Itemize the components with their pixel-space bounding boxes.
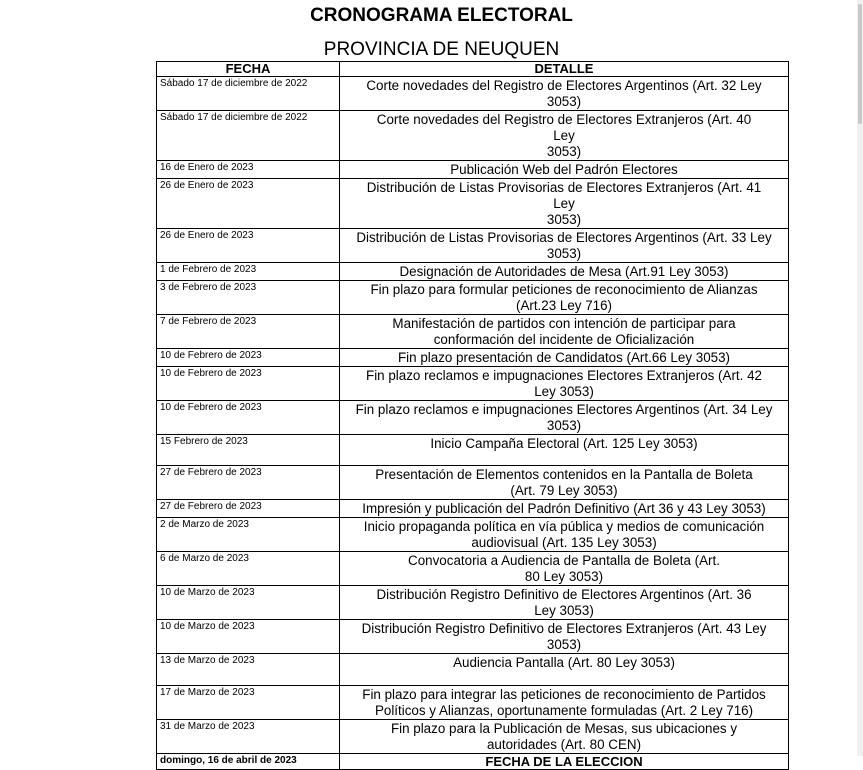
row-detail xyxy=(340,111,789,161)
row-detail-line: (Art. 79 Ley 3053) xyxy=(510,483,618,498)
row-detail-line: 3053) xyxy=(546,246,582,261)
table-row xyxy=(157,111,789,161)
table-row xyxy=(157,720,789,754)
row-detail-line: Fin plazo presentación de Candidatos (Art.66 Ley 3053) xyxy=(398,350,730,365)
row-detail xyxy=(340,518,789,552)
row-date: 1 de Febrero de 2023 xyxy=(157,263,340,281)
row-detail-line: Inicio propaganda política en vía pública y medios de comunicación xyxy=(363,519,765,534)
row-detail xyxy=(340,500,789,518)
row-detail xyxy=(340,229,789,263)
schedule-table xyxy=(156,61,789,770)
row-date: 27 de Febrero de 2023 xyxy=(157,466,340,500)
row-detail xyxy=(340,586,789,620)
table-row xyxy=(157,552,789,586)
row-detail-line: Corte novedades del Registro de Electores Extranjeros (Art. 40 xyxy=(376,112,752,127)
table-row xyxy=(157,466,789,500)
table-row xyxy=(157,367,789,401)
table-row xyxy=(157,500,789,518)
schedule-body xyxy=(157,77,789,770)
row-detail-line: FECHA DE LA ELECCION xyxy=(485,754,643,769)
row-detail-line: Fin plazo para formular peticiones de reconocimiento de Alianzas xyxy=(370,282,758,297)
row-detail-line: 3053) xyxy=(546,418,582,433)
row-date: 10 de Marzo de 2023 xyxy=(157,586,340,620)
row-detail-line: Publicación Web del Padrón Electores xyxy=(450,162,678,177)
table-row xyxy=(157,161,789,179)
row-detail xyxy=(340,401,789,435)
row-detail xyxy=(340,281,789,315)
row-detail-line: Ley xyxy=(553,128,575,143)
row-date: 26 de Enero de 2023 xyxy=(157,179,340,229)
row-detail xyxy=(340,552,789,586)
row-detail xyxy=(340,367,789,401)
row-detail-line: Políticos y Alianzas, oportunamente formuladas (Art. 2 Ley 716) xyxy=(374,703,754,718)
table-row xyxy=(157,518,789,552)
row-detail xyxy=(340,686,789,720)
row-detail-line: Distribución Registro Definitivo de Electores Argentinos (Art. 36 xyxy=(376,587,752,602)
row-detail-line: Fin plazo para integrar las peticiones de reconocimiento de Partidos xyxy=(362,687,766,702)
row-date: 3 de Febrero de 2023 xyxy=(157,281,340,315)
row-detail-line: Convocatoria a Audiencia de Pantalla de Boleta (Art. xyxy=(408,553,720,568)
scrollbar-thumb[interactable] xyxy=(858,4,862,124)
table-row xyxy=(157,229,789,263)
row-detail xyxy=(340,654,789,686)
row-date: 6 de Marzo de 2023 xyxy=(157,552,340,586)
row-date: 10 de Febrero de 2023 xyxy=(157,401,340,435)
row-date: 10 de Febrero de 2023 xyxy=(157,367,340,401)
row-detail-line: 80 Ley 3053) xyxy=(524,569,604,584)
row-detail xyxy=(340,315,789,349)
row-detail-line: Distribución Registro Definitivo de Electores Extranjeros (Art. 43 Ley xyxy=(361,621,767,636)
row-detail-line: Ley 3053) xyxy=(534,384,594,399)
row-detail-line: Impresión y publicación del Padrón Definitivo (Art 36 y 43 Ley 3053) xyxy=(362,501,766,516)
document-title: CRONOGRAMA ELECTORAL xyxy=(310,5,573,26)
row-detail-line: 3053) xyxy=(546,637,582,652)
table-row xyxy=(157,586,789,620)
table-row xyxy=(157,654,789,686)
row-detail-line: Ley xyxy=(553,196,575,211)
row-detail xyxy=(340,263,789,281)
row-date: 13 de Marzo de 2023 xyxy=(157,654,340,686)
table-row xyxy=(157,620,789,654)
row-date: 2 de Marzo de 2023 xyxy=(157,518,340,552)
table-header-row xyxy=(157,62,789,77)
header-date: FECHA xyxy=(157,62,340,77)
row-detail-line: Fin plazo reclamos e impugnaciones Electores Argentinos (Art. 34 Ley xyxy=(355,402,773,417)
row-detail-line: Distribución de Listas Provisorias de Electores Extranjeros (Art. 41 xyxy=(366,180,762,195)
row-detail xyxy=(340,466,789,500)
table-row xyxy=(157,281,789,315)
vertical-scrollbar[interactable] xyxy=(857,0,863,756)
row-detail-line: Presentación de Elementos contenidos en la Pantalla de Boleta xyxy=(375,467,753,482)
row-date: domingo, 16 de abril de 2023 xyxy=(157,754,340,770)
row-detail-line: Ley 3053) xyxy=(534,603,594,618)
row-detail-line: autoridades (Art. 80 CEN) xyxy=(486,737,642,752)
row-detail-line: Manifestación de partidos con intención de participar para xyxy=(392,316,736,331)
row-detail xyxy=(340,179,789,229)
row-date: 27 de Febrero de 2023 xyxy=(157,500,340,518)
row-detail-line: Corte novedades del Registro de Electores Argentinos (Art. 32 Ley xyxy=(366,78,762,93)
row-detail-line: Inicio Campaña Electoral (Art. 125 Ley 3053) xyxy=(430,436,698,451)
row-date: Sábado 17 de diciembre de 2022 xyxy=(157,77,340,111)
row-date: 26 de Enero de 2023 xyxy=(157,229,340,263)
table-row xyxy=(157,179,789,229)
row-detail-line: Designación de Autoridades de Mesa (Art.91 Ley 3053) xyxy=(399,264,729,279)
row-detail-line: 3053) xyxy=(546,212,582,227)
row-detail-line: 3053) xyxy=(546,144,582,159)
row-detail xyxy=(340,720,789,754)
table-row xyxy=(157,401,789,435)
row-detail xyxy=(340,349,789,367)
row-detail-line: Audiencia Pantalla (Art. 80 Ley 3053) xyxy=(453,655,675,670)
row-detail-line: (Art.23 Ley 716) xyxy=(515,298,613,313)
row-date: Sábado 17 de diciembre de 2022 xyxy=(157,111,340,161)
row-detail xyxy=(340,161,789,179)
table-row xyxy=(157,315,789,349)
row-detail xyxy=(340,620,789,654)
row-detail-line: Fin plazo para la Publicación de Mesas, sus ubicaciones y xyxy=(390,721,738,736)
table-row xyxy=(157,435,789,466)
table-row xyxy=(157,686,789,720)
row-detail-line: 3053) xyxy=(546,94,582,109)
row-detail-line: Fin plazo reclamos e impugnaciones Electores Extranjeros (Art. 42 xyxy=(366,368,762,383)
header-detail: DETALLE xyxy=(340,62,789,77)
row-date: 16 de Enero de 2023 xyxy=(157,161,340,179)
row-date: 7 de Febrero de 2023 xyxy=(157,315,340,349)
table-row xyxy=(157,77,789,111)
row-date: 10 de Febrero de 2023 xyxy=(157,349,340,367)
row-detail-line: conformación del incidente de Oficialización xyxy=(433,332,695,347)
row-date: 15 Febrero de 2023 xyxy=(157,435,340,466)
row-date: 10 de Marzo de 2023 xyxy=(157,620,340,654)
row-detail-line: Distribución de Listas Provisorias de Electores Argentinos (Art. 33 Ley xyxy=(356,230,772,245)
row-date: 31 de Marzo de 2023 xyxy=(157,720,340,754)
table-row xyxy=(157,263,789,281)
row-detail xyxy=(340,435,789,466)
table-row xyxy=(157,349,789,367)
row-date: 17 de Marzo de 2023 xyxy=(157,686,340,720)
row-detail xyxy=(340,77,789,111)
document-subtitle: PROVINCIA DE NEUQUEN xyxy=(323,39,560,60)
row-detail-line: audiovisual (Art. 135 Ley 3053) xyxy=(471,535,657,550)
